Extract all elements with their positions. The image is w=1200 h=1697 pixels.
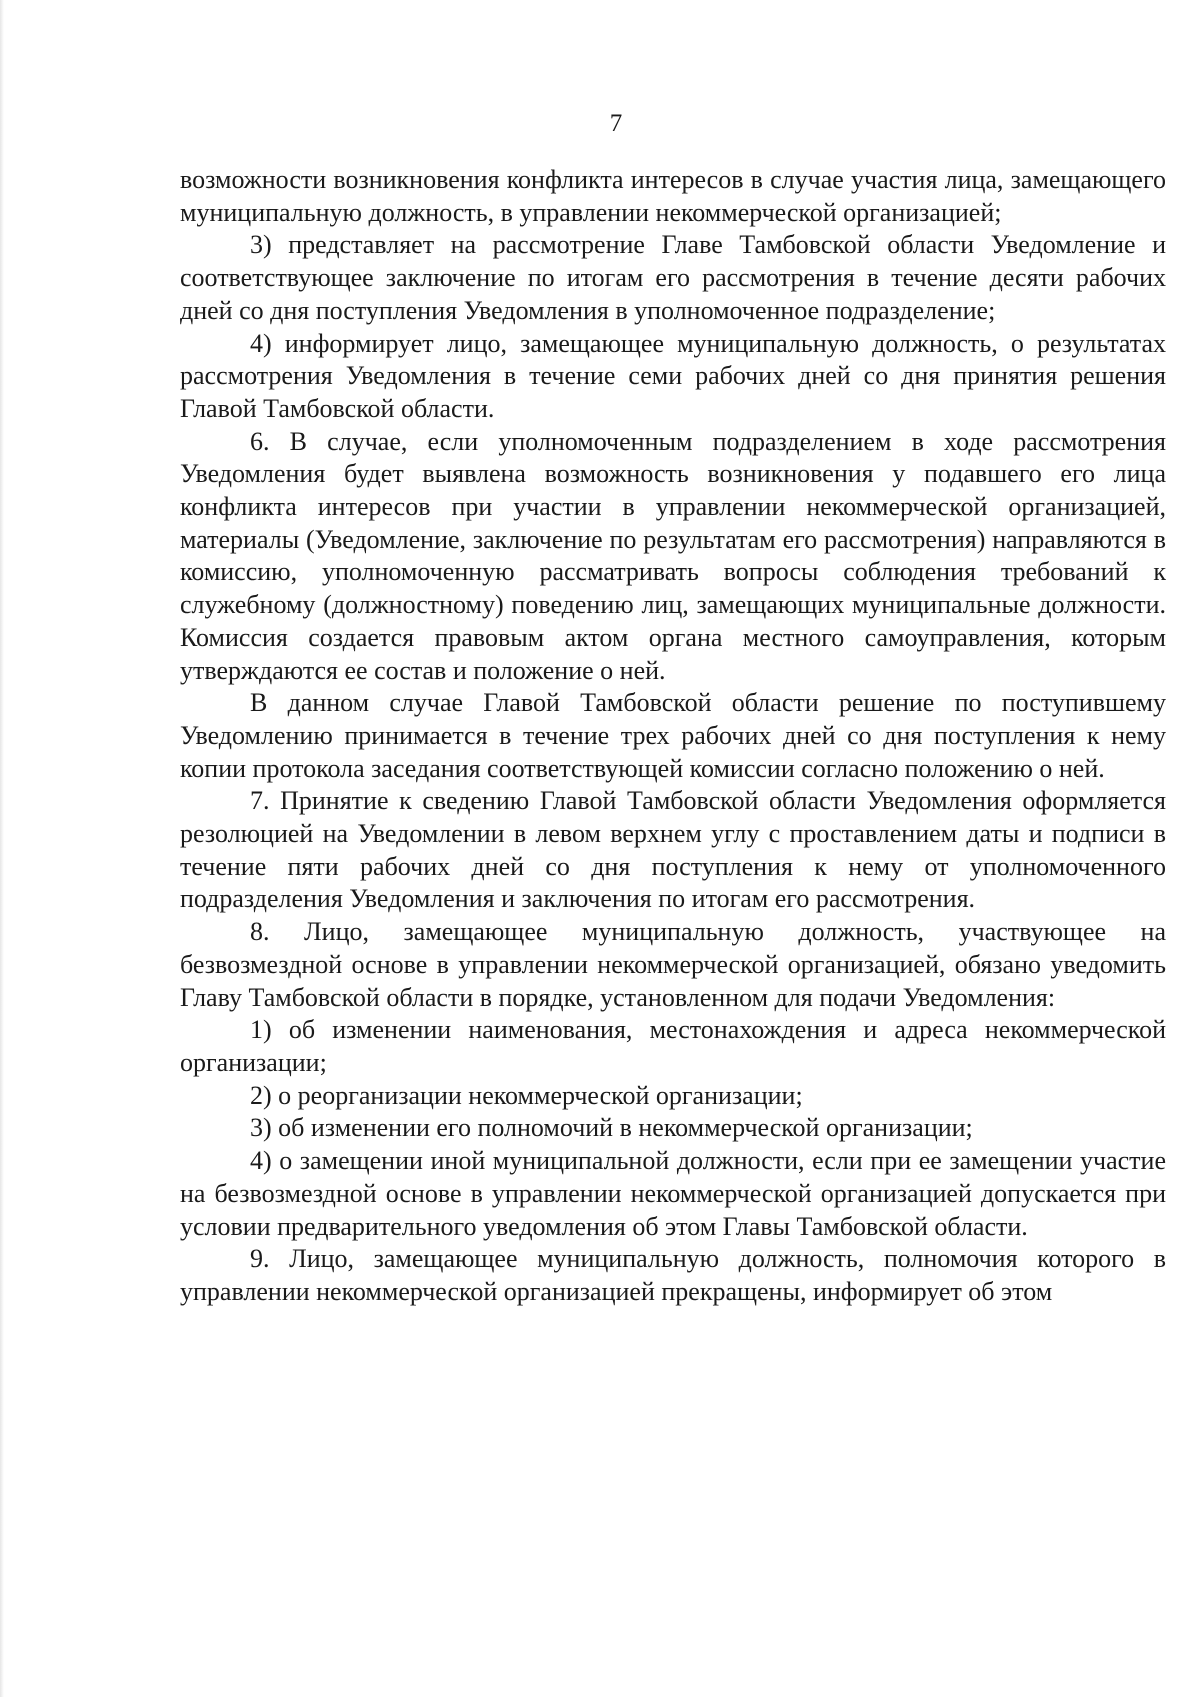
paragraph-continuation: возможности возникновения конфликта интересов в случае участия лица, замещающего муниципальную должность, в управлении некоммерческой организацией; [180,165,1166,227]
clause-9: 9. Лицо, замещающее муниципальную должность, полномочия которого в управлении некоммерческой организацией прекращены, информирует об этом [180,1244,1166,1306]
clause-8-item-1: 1) об изменении наименования, местонахождения и адреса некоммерческой организации; [180,1015,1166,1077]
clause-8-item-3: 3) об изменении его полномочий в некоммерческой организации; [250,1113,973,1143]
clause-8-item-2: 2) о реорганизации некоммерческой организации; [250,1080,803,1110]
page-number: 7 [609,110,623,137]
list-item-4-inform: 4) информирует лицо, замещающее муниципальную должность, о результатах рассмотрения Уведомления в течение семи рабочих дней со дня принятия решения Главой Тамбовской области. [180,328,1166,423]
clause-6-decision: В данном случае Главой Тамбовской области решение по поступившему Уведомлению принимается в течение трех рабочих дней со дня поступления к нему копии протокола заседания соответствующей комиссии согласно положению о ней. [180,688,1166,783]
clause-7: 7. Принятие к сведению Главой Тамбовской области Уведомления оформляется резолюцией на Уведомлении в левом верхнем углу с проставлением даты и подписи в течение пяти рабочих дней со дня поступления к нему от уполномоченного подразделения Уведомления и заключения по итогам его рассмотрения. [180,786,1166,914]
document-body [180,164,1166,1309]
clause-8: 8. Лицо, замещающее муниципальную должность, участвующее на безвозмездной основе в управлении некоммерческой организацией, обязано уведомить Главу Тамбовской области в порядке, установленном для подачи Уведомления: [180,917,1166,1012]
clause-6: 6. В случае, если уполномоченным подразделением в ходе рассмотрения Уведомления будет выявлена возможность возникновения у подавшего его лица конфликта интересов при участии в управлении некоммерческой организацией, материалы (Уведомление, заключение по результатам его рассмотрения) направляются в комиссию, уполномоченную рассматривать вопросы соблюдения требований к служебному (должностному) поведению лиц, замещающих муниципальные должности. Комиссия создается правовым актом органа местного самоуправления, которым утверждаются ее состав и положение о ней. [180,426,1166,685]
clause-8-item-4: 4) о замещении иной муниципальной должности, если при ее замещении участие на безвозмездной основе в управлении некоммерческой организацией допускается при условии предварительного уведомления об этом Главы Тамбовской области. [180,1146,1166,1241]
scan-edge-shadow [0,0,4,1697]
list-item-3-submit: 3) представляет на рассмотрение Главе Тамбовской области Уведомление и соответствующее заключение по итогам его рассмотрения в течение десяти рабочих дней со дня поступления Уведомления в уполномоченное подразделение; [180,230,1166,325]
